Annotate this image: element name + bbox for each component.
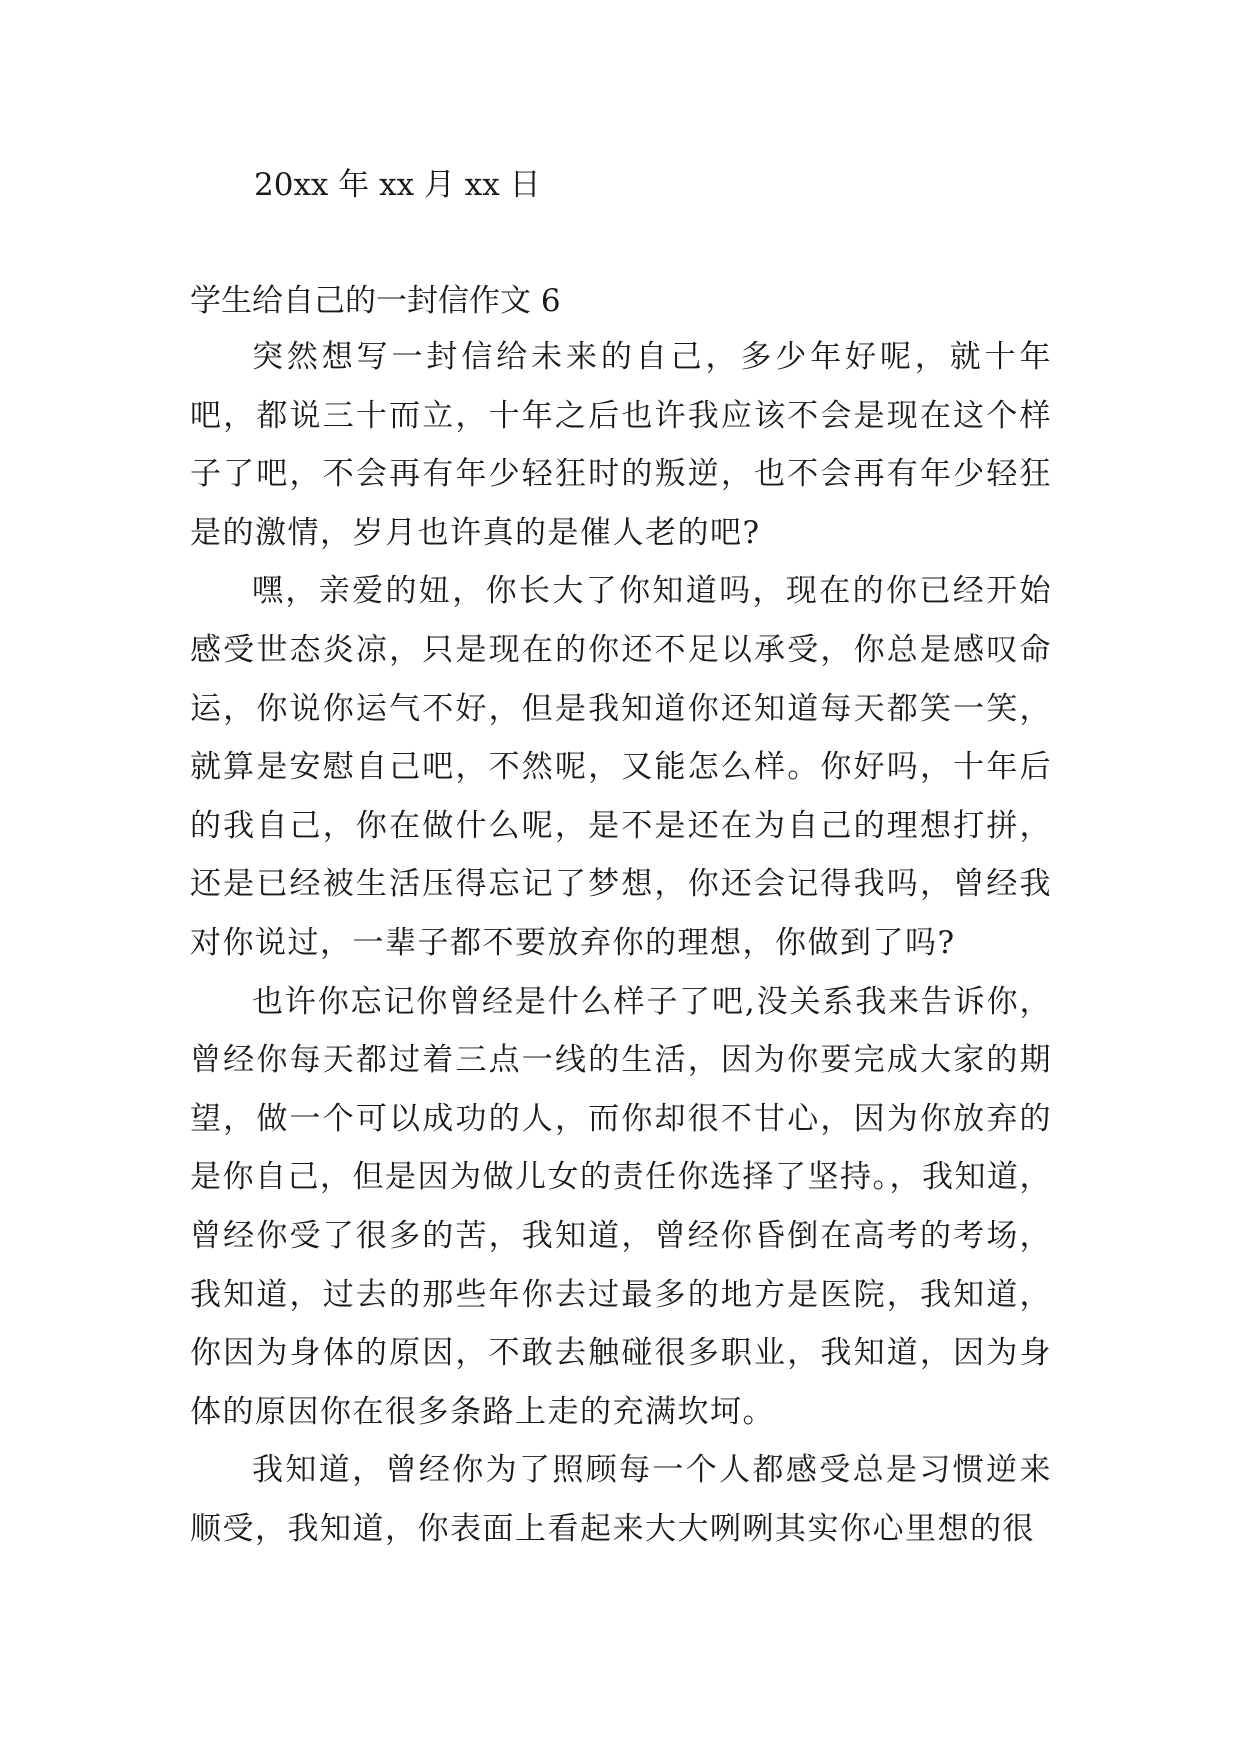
paragraph: 嘿，亲爱的妞，你长大了你知道吗，现在的你已经开始感受世态炎凉，只是现在的你还不足以承受，你总是感叹命运，你说你运气不好，但是我知道你还知道每天都笑一笑，就算是安慰自己吧，不然呢，又能怎么样。你好吗，十年后的我自己，你在做什么呢，是不是还在为自己的理想打拼，还是已经被生活压得忘记了梦想，你还会记得我吗，曾经我对你说过，一辈子都不要放弃你的理想，你做到了吗?	[190, 573, 1052, 961]
paragraph: 我知道，曾经你为了照顾每一个人都感受总是习惯逆来顺受，我知道，你表面上看起来大大咧咧其实你心里想的很	[190, 1452, 1052, 1547]
essay-title: 学生给自己的一封信作文 6	[190, 283, 561, 319]
date-line: 20xx 年 xx 月 xx 日	[254, 167, 541, 203]
paragraph: 也许你忘记你曾经是什么样子了吧,没关系我来告诉你，曾经你每天都过着三点一线的生活，因为你要完成大家的期望，做一个可以成功的人，而你却很不甘心，因为你放弃的是你自己，但是因为做儿女的责任你选择了坚持。，我知道，曾经你受了很多的苦，我知道，曾经你昏倒在高考的考场，我知道，过去的那些年你去过最多的地方是医院，我知道，你因为身体的原因，不敢去触碰很多职业，我知道，因为身体的原因你在很多条路上走的充满坎坷。	[190, 983, 1052, 1430]
essay-body	[190, 328, 1052, 1558]
paragraph: 突然想写一封信给未来的自己，多少年好呢，就十年吧，都说三十而立，十年之后也许我应该不会是现在这个样子了吧，不会再有年少轻狂时的叛逆，也不会再有年少轻狂是的激情，岁月也许真的是催人老的吧?	[190, 339, 1052, 551]
